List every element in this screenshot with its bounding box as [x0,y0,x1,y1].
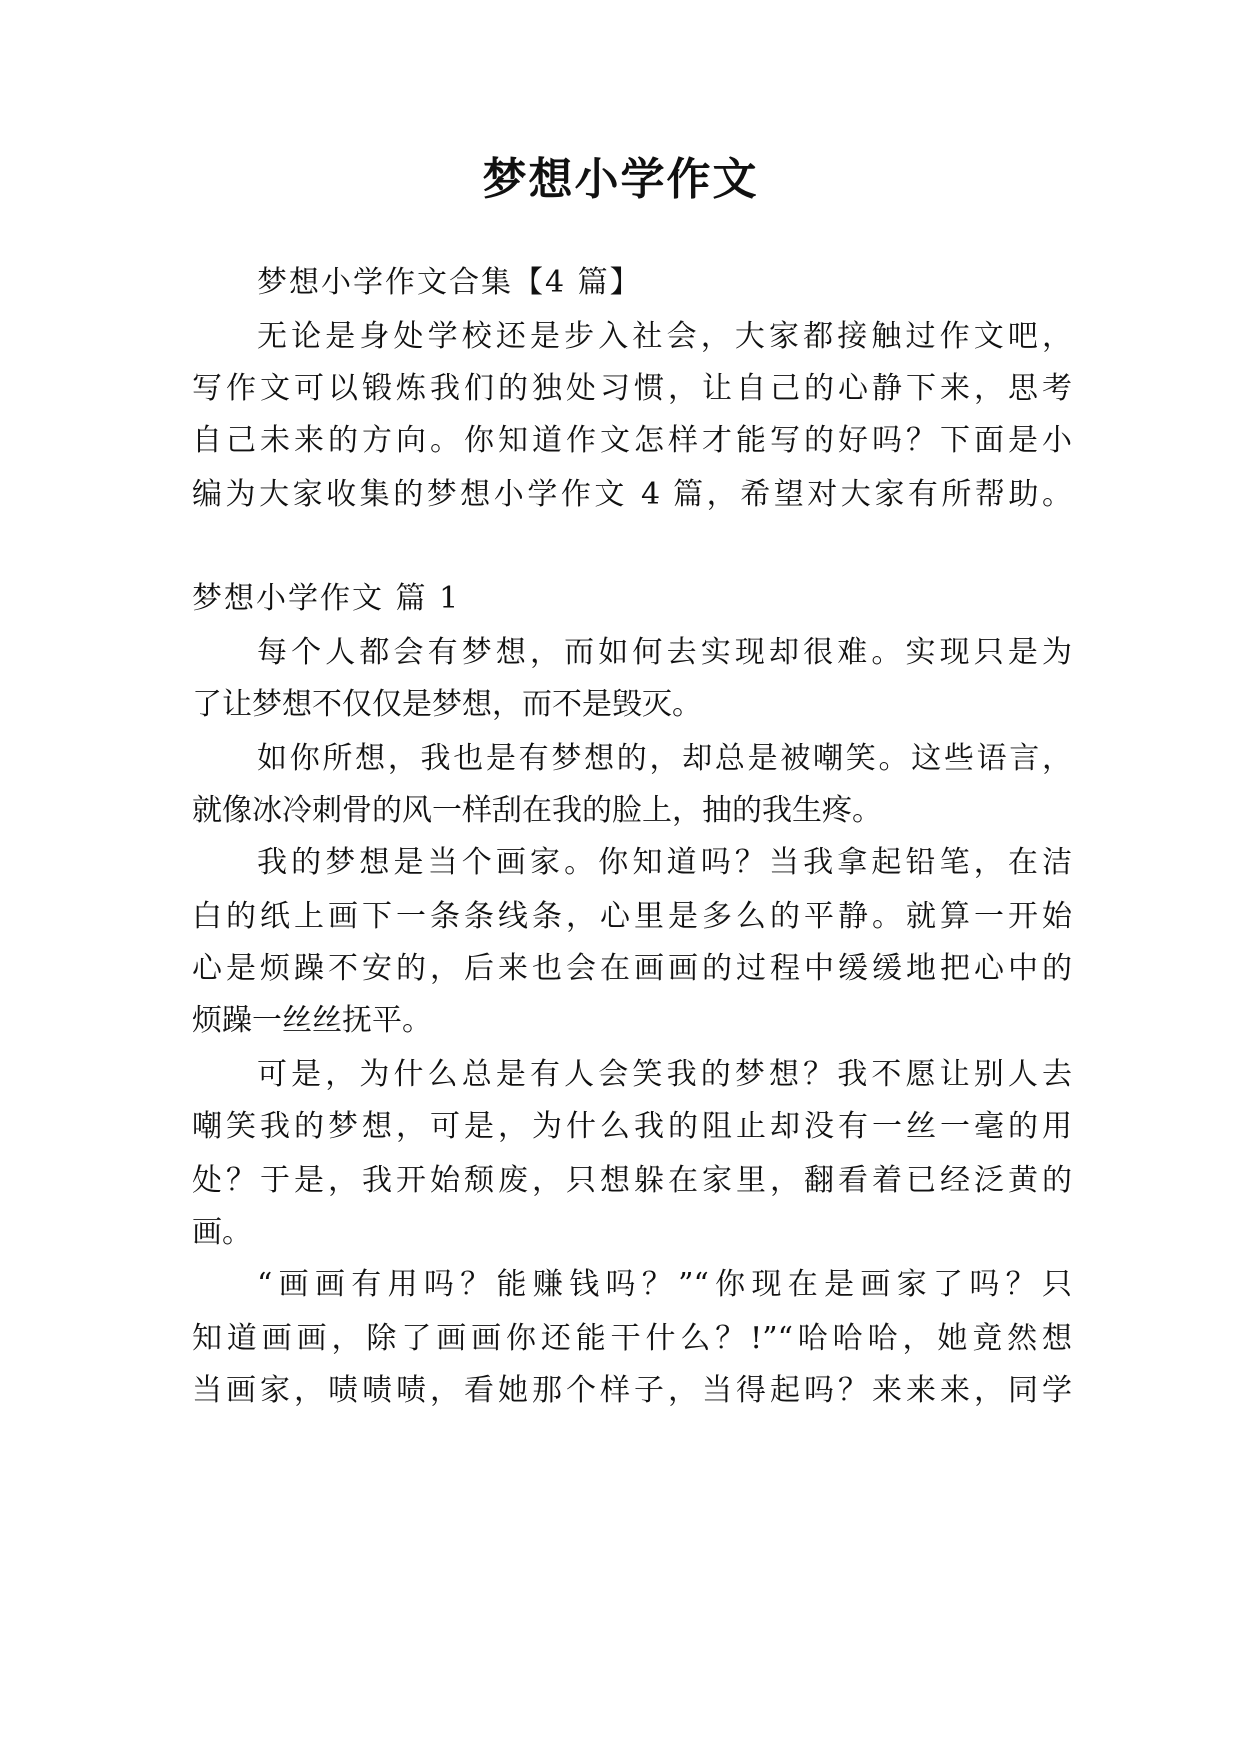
document-title: 梦想小学作文 [482,154,759,205]
paragraph-4-line-1: 可是，为什么总是有人会笑我的梦想？我不愿让别人去 [257,1057,1072,1092]
paragraph-4-line-3: 处？于是，我开始颓废，只想躲在家里，翻看着已经泛黄的 [192,1163,1072,1198]
collection-line: 梦想小学作文合集【4 篇】 [257,265,642,300]
paragraph-5-line-3: 当画家，啧啧啧，看她那个样子，当得起吗？来来来，同学 [192,1373,1072,1408]
intro-line-2: 写作文可以锻炼我们的独处习惯，让自己的心静下来，思考 [192,371,1072,406]
paragraph-3-line-2: 白的纸上画下一条条线条，心里是多么的平静。就算一开始 [192,899,1072,934]
paragraph-5-line-1: “画画有用吗？能赚钱吗？”“你现在是画家了吗？只 [257,1267,1072,1302]
paragraph-4-line-4: 画。 [192,1215,252,1250]
paragraph-4-line-2: 嘲笑我的梦想，可是，为什么我的阻止却没有一丝一毫的用 [192,1109,1072,1144]
paragraph-3-line-3: 心是烦躁不安的，后来也会在画画的过程中缓缓地把心中的 [192,951,1072,986]
paragraph-2-line-2: 就像冰冷刺骨的风一样刮在我的脸上，抽的我生疼。 [192,793,882,828]
intro-line-1: 无论是身处学校还是步入社会，大家都接触过作文吧， [257,319,1072,354]
paragraph-1-line-1: 每个人都会有梦想，而如何去实现却很难。实现只是为 [257,635,1072,670]
intro-line-3: 自己未来的方向。你知道作文怎样才能写的好吗？下面是小 [192,423,1072,458]
paragraph-5-line-2: 知道画画，除了画画你还能干什么？!”“哈哈哈，她竟然想 [192,1321,1072,1356]
paragraph-2-line-1: 如你所想，我也是有梦想的，却总是被嘲笑。这些语言， [257,741,1072,776]
section-heading: 梦想小学作文 篇 1 [192,581,461,616]
paragraph-1-line-2: 了让梦想不仅仅是梦想，而不是毁灭。 [192,687,702,722]
intro-line-4: 编为大家收集的梦想小学作文 4 篇，希望对大家有所帮助。 [192,477,1072,512]
paragraph-3-line-1: 我的梦想是当个画家。你知道吗？当我拿起铅笔，在洁 [257,845,1072,880]
paragraph-3-line-4: 烦躁一丝丝抚平。 [192,1003,432,1038]
